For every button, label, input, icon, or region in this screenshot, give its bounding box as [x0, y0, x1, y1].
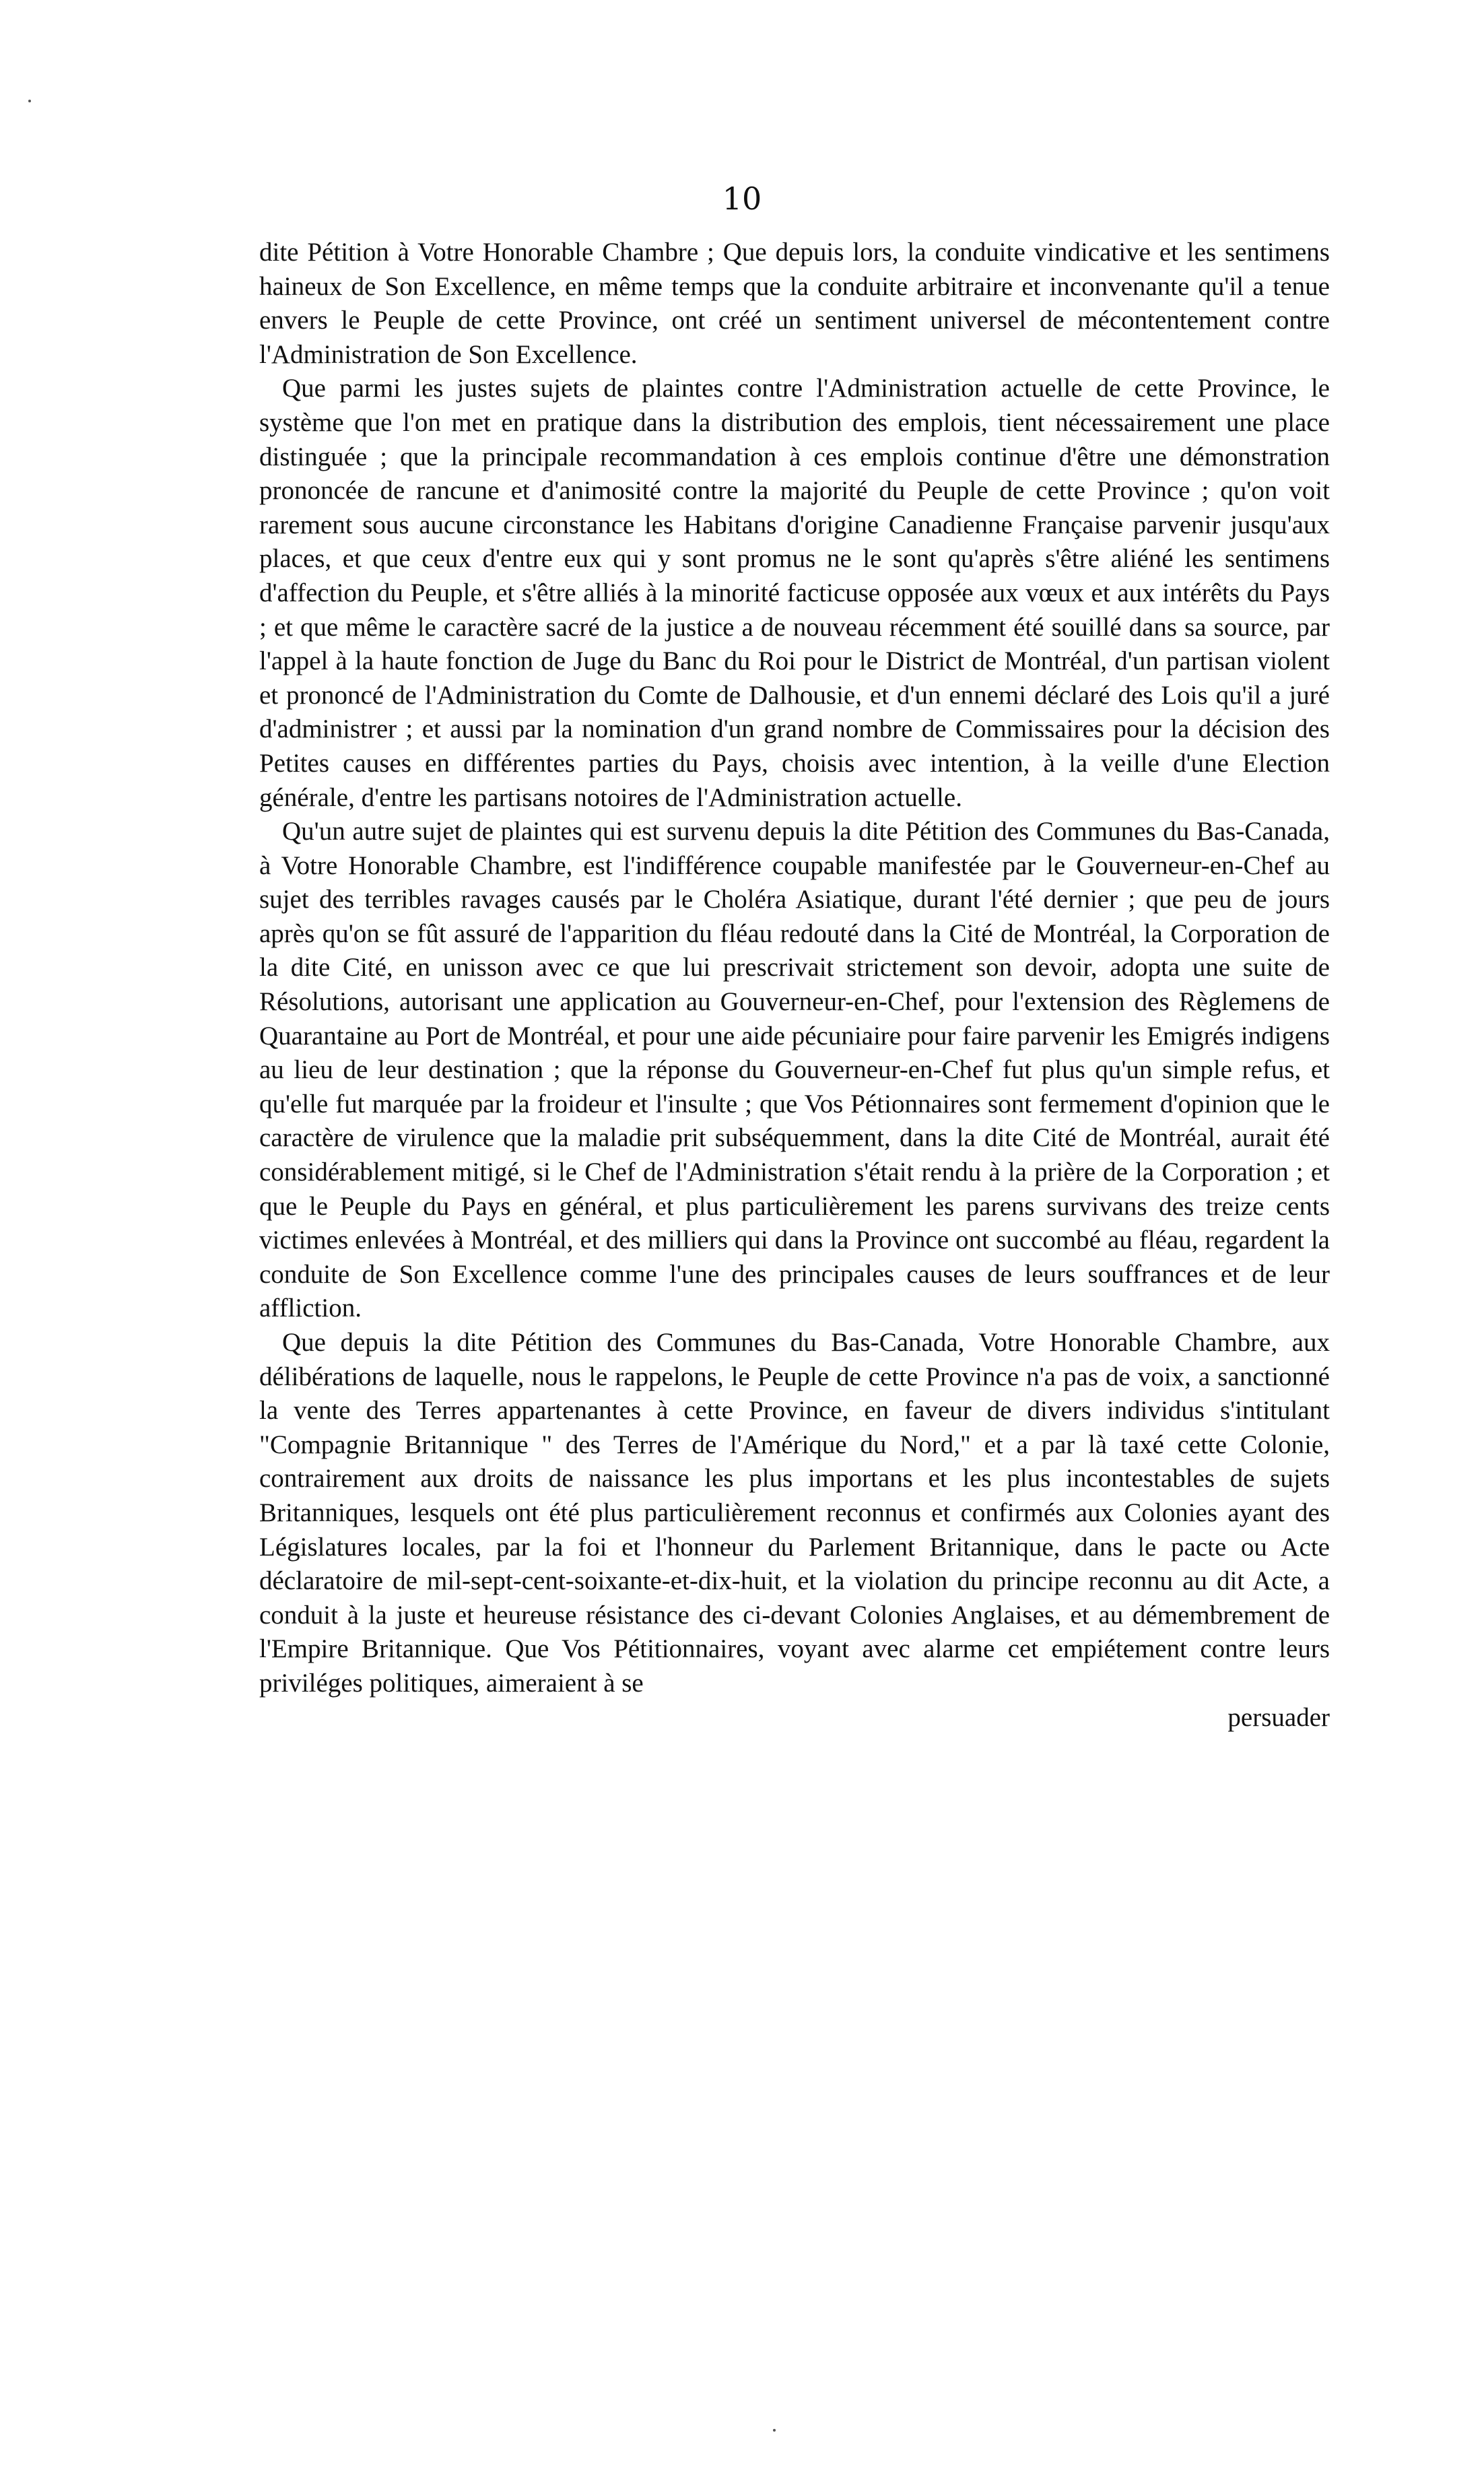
paragraph-administration-complaints: Que parmi les justes sujets de plaintes contre l'Administration actuelle de cette Province, le système que l'on met en pratique dans la distribution des emplois, tient nécessairement une place distinguée ; que la principale recommandation à ces emplois continue d'être une démonstration prononcée de rancune et d'animosité contre la majorité du Peuple de cette Province ; qu'on voit rarement sous aucune circonstance les Habitans d'origine Canadienne Française parvenir jusqu'aux places, et que ceux d'entre eux qui y sont promus ne le sont qu'après s'être aliéné les sentimens d'affection du Peuple, et s'être alliés à la minorité facticuse opposée aux vœux et aux intérêts du Pays ; et que même le caractère sacré de la justice a de nouveau récemment été souillé dans sa source, par l'appel à la haute fonction de Juge du Banc du Roi pour le District de Montréal, d'un partisan violent et prononcé de l'Administration du Comte de Dalhousie, et d'un ennemi déclaré des Lois qu'il a juré d'administrer ; et aussi par la nomination d'un grand nombre de Commissaires pour la décision des Petites causes en différentes parties du Pays, choisis avec intention, à la veille d'une Election générale, d'entre les partisans notoires de l'Administration actuelle.	[259, 374, 1330, 812]
paragraph-continuation: dite Pétition à Votre Honorable Chambre ; Que depuis lors, la conduite vindicative et les sentimens haineux de Son Excellence, en même temps que la conduite arbitraire et inconvenante qu'il a tenue envers le Peuple de cette Province, ont créé un sentiment universel de mécontentement contre l'Administration de Son Excellence.	[259, 238, 1330, 369]
print-speck	[28, 100, 31, 102]
paragraph-land-sale-complaint: Que depuis la dite Pétition des Communes du Bas-Canada, Votre Honorable Chambre, aux délibérations de laquelle, nous le rappelons, le Peuple de cette Province n'a pas de voix, a sanctionné la vente des Terres appartenantes à cette Province, en faveur de divers individus s'intitulant "Compagnie Britannique " des Terres de l'Amérique du Nord," et a par là taxé cette Colonie, contrairement aux droits de naissance les plus importans et les plus incontestables de sujets Britanniques, lesquels ont été plus particulièrement reconnus et confirmés aux Colonies ayant des Législatures locales, par la foi et l'honneur du Parlement Britannique, dans le pacte ou Acte déclaratoire de mil-sept-cent-soixante-et-dix-huit, et la violation du principe reconnu au dit Acte, a conduit à la juste et heureuse résistance des ci-devant Colonies Anglaises, et au démembrement de l'Empire Britannique. Que Vos Pétitionnaires, voyant avec alarme cet empiétement contre leurs priviléges politiques, aimeraient à se	[259, 1328, 1330, 1698]
paragraph-cholera-complaint: Qu'un autre sujet de plaintes qui est survenu depuis la dite Pétition des Communes du Bas-Canada, à Votre Honorable Chambre, est l'indifférence coupable manifestée par le Gouverneur-en-Chef au sujet des terribles ravages causés par le Choléra Asiatique, durant l'été dernier ; que peu de jours après qu'on se fût assuré de l'apparition du fléau redouté dans la Cité de Montréal, la Corporation de la dite Cité, en unisson avec ce que lui prescrivait strictement son devoir, adopta une suite de Résolutions, autorisant une application au Gouverneur-en-Chef, pour l'extension des Règlemens de Quarantaine au Port de Montréal, et pour une aide pécuniaire pour faire parvenir les Emigrés indigens au lieu de leur destination ; que la réponse du Gouverneur-en-Chef fut plus qu'un simple refus, et qu'elle fut marquée par la froideur et l'insulte ; que Vos Pétionnaires sont fermement d'opinion que le caractère de virulence que la maladie prit subséquemment, dans la dite Cité de Montréal, aurait été considérablement mitigé, si le Chef de l'Administration s'était rendu à la prière de la Corporation ; et que le Peuple du Pays en général, et plus particulièrement les parens survivans des treize cents victimes enlevées à Montréal, et des milliers qui dans la Province ont succombé au fléau, regardent la conduite de Son Excellence comme l'une des principales causes de leurs souffrances et de leur affliction.	[259, 817, 1330, 1323]
body-text	[259, 236, 1330, 1735]
print-speck	[773, 2429, 776, 2432]
page-number: 10	[722, 180, 762, 217]
catchword: persuader	[1227, 1702, 1330, 1732]
